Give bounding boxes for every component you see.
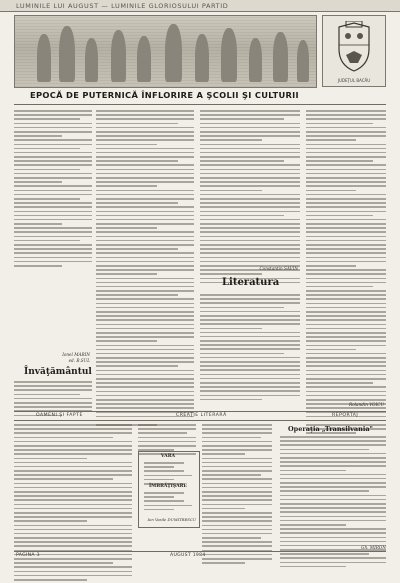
literatura-title: Literatura: [222, 277, 280, 288]
strapline: LUMINILE LUI AUGUST — LUMINILE GLORIOSULUI PARTID: [0, 0, 400, 12]
column-4-text: [306, 110, 386, 437]
page-headline: EPOCĂ DE PUTERNICĂ ÎNFLORIRE A ŞCOLII ŞI CULTURII: [30, 90, 299, 100]
poem-1-title: VARA: [160, 454, 176, 459]
poem-2-text: [144, 492, 192, 513]
column-4-byline: Rolandin VOICU: [348, 402, 384, 407]
county-crest: [322, 15, 386, 87]
crest-icon: [331, 21, 377, 73]
footer-page: PAGINA 3: [16, 553, 40, 558]
banner-photo: [14, 15, 317, 88]
invatamantul-title: Învăţământul: [24, 367, 92, 377]
rubric-oameni-si-fapte: OAMENI ŞI FAPTE: [36, 413, 83, 418]
crest-label: JUDEŢUL BACĂU: [337, 78, 371, 83]
column-2-byline: Constantin SAVIN: [259, 266, 298, 271]
rubric-reportaj: REPORTAJ: [332, 413, 359, 418]
lower-band-rule: [14, 411, 386, 412]
oameni-si-fapte-text: [14, 424, 132, 583]
poem-author: Ion Vasile DUMITRESCU: [147, 517, 196, 522]
poem-2-title: ÎMBRĂŢIŞARE: [148, 484, 187, 489]
invatamantul-byline-name: Ionel MARIN: [62, 352, 90, 357]
literatura-text: [200, 294, 300, 403]
headline-rule: [14, 104, 386, 105]
column-1-text: [14, 110, 92, 269]
reportaj-title: Operaţia „Transilvania": [288, 425, 373, 433]
footer-date: AUGUST 1984: [170, 553, 206, 558]
column-3-text: [200, 110, 300, 286]
rubric-creatie-literara: CREAŢIE LITERARĂ: [176, 413, 227, 418]
creatie-right-text: [202, 424, 272, 566]
footer-rule: [14, 551, 386, 552]
reportaj-byline: Gh. MIRON: [361, 545, 386, 550]
column-2-text: [96, 110, 194, 428]
invatamantul-byline-role: ed. B.SUL: [68, 358, 90, 363]
rubric-rule: [14, 420, 386, 421]
